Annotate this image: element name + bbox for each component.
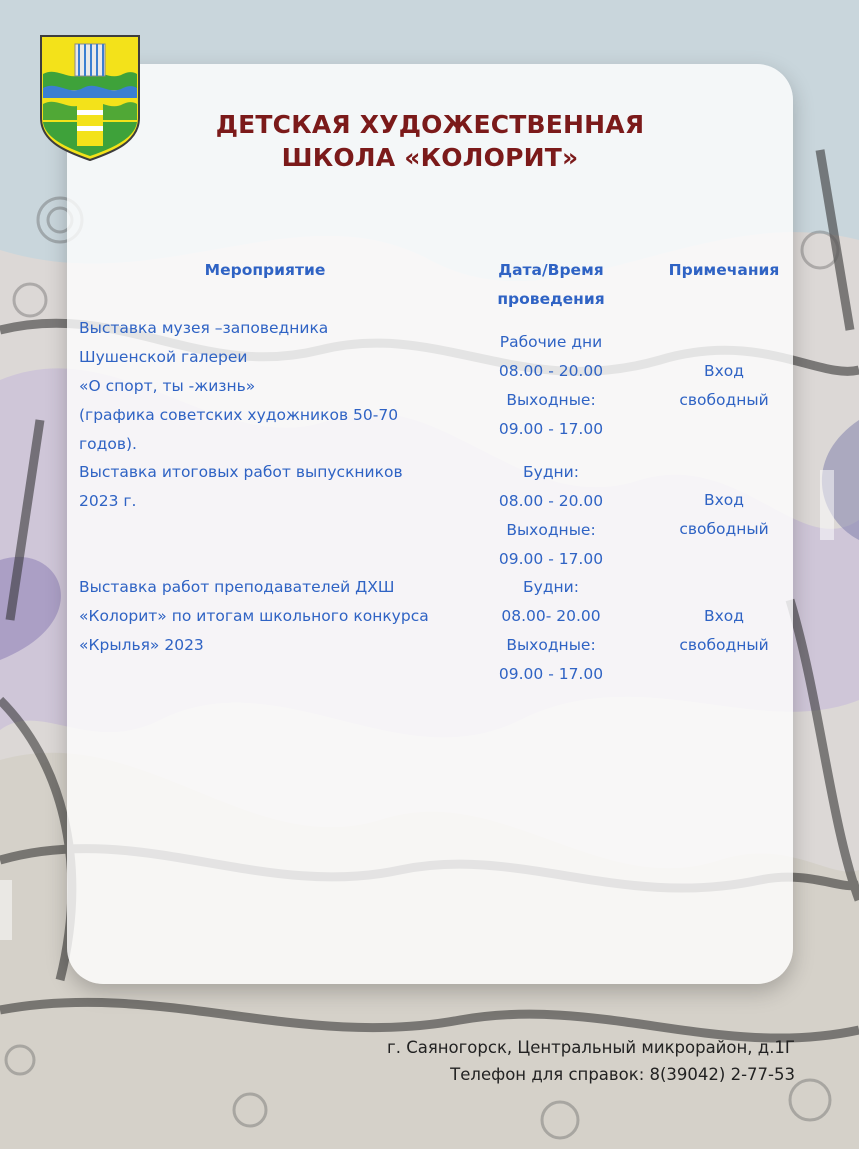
row-1-date-line: Рабочие дни — [499, 333, 603, 351]
row-3-date-line: Выходные: — [506, 636, 596, 654]
row-1-event-line: «О спорт, ты -жизнь» — [79, 377, 256, 395]
row-1-date-line: Выходные: — [506, 391, 596, 409]
row-2-date-line: Выходные: — [506, 521, 596, 539]
row-3-note-line: Вход — [703, 607, 744, 625]
table-row-2-event — [79, 458, 469, 516]
header-date-line-2: проведения — [497, 290, 605, 308]
row-2-date-line: Будни: — [523, 463, 579, 481]
title-line-2: ШКОЛА «КОЛОРИТ» — [281, 143, 579, 172]
footer-contacts — [387, 1034, 795, 1088]
row-3-event-line: Выставка работ преподавателей ДХШ — [79, 578, 395, 596]
header-event: Мероприятие — [204, 261, 326, 279]
table-row-2-note — [664, 486, 784, 544]
row-1-note-line: свободный — [679, 391, 769, 409]
title-line-1: ДЕТСКАЯ ХУДОЖЕСТВЕННАЯ — [215, 110, 645, 139]
row-2-note-line: свободный — [679, 520, 769, 538]
row-3-event-line: «Крылья» 2023 — [79, 636, 204, 654]
page-title — [67, 108, 793, 174]
row-1-event-line: годов). — [79, 435, 137, 453]
table-row-1-note — [664, 357, 784, 415]
table-row-2-date — [476, 458, 626, 574]
row-3-event-line: «Колорит» по итогам школьного конкурса — [79, 607, 429, 625]
row-1-event-line: Шушенской галереи — [79, 348, 248, 366]
header-date — [476, 256, 626, 314]
row-1-note-line: Вход — [703, 362, 744, 380]
table-row-1-event — [79, 314, 469, 459]
row-1-event-line: Выставка музея –заповедника — [79, 319, 329, 337]
header-note: Примечания — [668, 261, 780, 279]
header-date-line-1: Дата/Время — [498, 261, 604, 279]
row-2-date-line: 09.00 - 17.00 — [498, 550, 604, 568]
row-2-date-line: 08.00 - 20.00 — [498, 492, 604, 510]
row-2-event-line: 2023 г. — [79, 492, 137, 510]
table-row-3-date — [476, 573, 626, 689]
row-3-date-line: Будни: — [523, 578, 579, 596]
row-2-note-line: Вход — [703, 491, 744, 509]
row-2-event-line: Выставка итоговых работ выпускников — [79, 463, 403, 481]
table-row-3-note — [664, 602, 784, 660]
row-3-date-line: 09.00 - 17.00 — [498, 665, 604, 683]
table-row-3-event — [79, 573, 469, 660]
row-3-note-line: свободный — [679, 636, 769, 654]
footer-phone: Телефон для справок: 8(39042) 2-77-53 — [450, 1065, 795, 1084]
row-1-date-line: 08.00 - 20.00 — [498, 362, 604, 380]
footer-address: г. Саяногорск, Центральный микрорайон, д.1Г — [387, 1038, 795, 1057]
row-1-event-line: (графика советских художников 50-70 — [79, 406, 399, 424]
row-1-date-line: 09.00 - 17.00 — [498, 420, 604, 438]
row-3-date-line: 08.00- 20.00 — [501, 607, 601, 625]
table-row-1-date — [476, 328, 626, 444]
